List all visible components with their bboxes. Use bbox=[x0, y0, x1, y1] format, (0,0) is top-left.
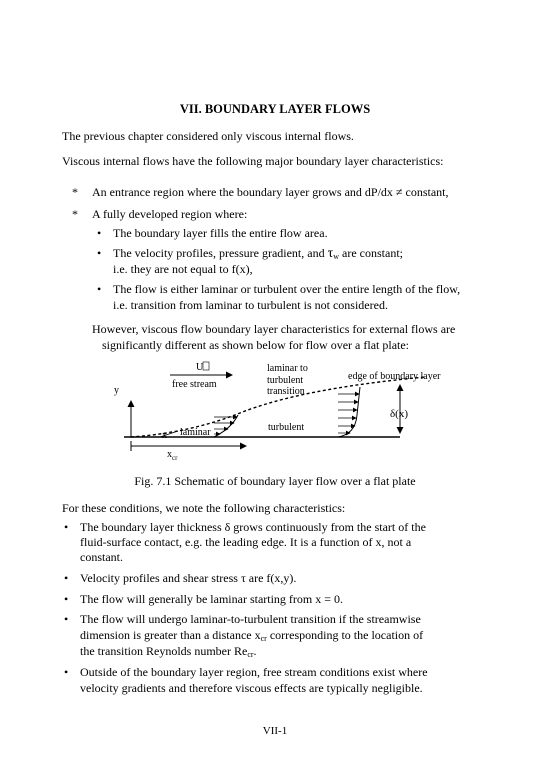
u-label: U bbox=[196, 362, 204, 373]
laminar-to-label: laminar to bbox=[267, 363, 308, 374]
free-stream-label: free stream bbox=[172, 379, 217, 390]
sub-item-laminar-or-turbulent: The flow is either laminar or turbulent over the entire length of the flow, bbox=[113, 282, 461, 296]
internal-char-entrance: An entrance region where the boundary layer grows and dP/dx ≠ constant, bbox=[92, 185, 449, 199]
turbulent-velocity-profile bbox=[338, 387, 360, 437]
turbulent-label-a: turbulent bbox=[267, 375, 304, 386]
char-outside-line-2: velocity gradients and therefore viscous effects are typically negligible. bbox=[80, 681, 423, 695]
sub-item-not-fx: i.e. they are not equal to f(x), bbox=[113, 262, 253, 276]
x-label: x bbox=[162, 430, 167, 441]
bullet-icon: • bbox=[64, 571, 69, 585]
y-axis-label: y bbox=[114, 385, 119, 396]
however-line-1: However, viscous flow boundary layer characteristics for external flows are bbox=[92, 322, 456, 336]
however-line-2: significantly different as shown below for flow over a flat plate: bbox=[102, 338, 410, 352]
turbulent-region-label: turbulent bbox=[268, 422, 305, 433]
char-outside-line-1: Outside of the boundary layer region, free stream conditions exist where bbox=[80, 665, 428, 679]
transition-label: transition bbox=[267, 386, 305, 397]
bullet-icon: • bbox=[97, 246, 102, 260]
char-laminar-start: The flow will generally be laminar starting from x = 0. bbox=[80, 592, 344, 606]
edge-label: edge of boundary layer bbox=[348, 371, 441, 382]
xcr-label: $x_{cr}$ bbox=[167, 449, 178, 462]
sub-item-fills-area: The boundary layer fills the entire flow area. bbox=[113, 226, 328, 240]
bullet-icon: • bbox=[64, 612, 69, 626]
boundary-layer-figure bbox=[0, 355, 550, 465]
char-velocity-shear: Velocity profiles and shear stress τ are f(x,y). bbox=[80, 571, 297, 585]
char-delta-line-2: fluid-surface contact, e.g. the leading edge. It is a function of x, not a bbox=[80, 535, 412, 549]
delta-label: δ(x) bbox=[390, 408, 409, 420]
char-delta-line-3: constant. bbox=[80, 550, 123, 564]
char-transition-line-2: dimension is greater than a distance $x_{cr}$ corresponding to the location of bbox=[80, 628, 424, 643]
bullet-icon: • bbox=[64, 592, 69, 606]
star-marker-2: * bbox=[72, 207, 78, 221]
figure-caption: Fig. 7.1 Schematic of boundary layer flow over a flat plate bbox=[134, 474, 416, 488]
internal-char-fully-developed: A fully developed region where: bbox=[92, 207, 248, 221]
star-marker-1: * bbox=[72, 185, 78, 199]
page-title: VII. BOUNDARY LAYER FLOWS bbox=[179, 102, 371, 116]
intro-line-1: The previous chapter considered only viscous internal flows. bbox=[62, 129, 354, 143]
laminar-region-label: laminar bbox=[180, 427, 211, 438]
conditions-intro: For these conditions, we note the following characteristics: bbox=[62, 501, 346, 515]
intro-line-2: Viscous internal flows have the following major boundary layer characteristics: bbox=[62, 154, 444, 168]
bullet-icon: • bbox=[97, 282, 102, 296]
sub-item-no-transition: i.e. transition from laminar to turbulent is not considered. bbox=[113, 298, 388, 312]
char-transition-line-1: The flow will undergo laminar-to-turbulent transition if the streamwise bbox=[80, 612, 421, 626]
bullet-icon: • bbox=[97, 226, 102, 240]
sub-item-constant-profiles: The velocity profiles, pressure gradient, and $\tau_w$ are constant; bbox=[113, 246, 403, 261]
laminar-velocity-profile bbox=[214, 415, 238, 437]
page-number: VII-1 bbox=[262, 725, 288, 737]
bullet-icon: • bbox=[64, 665, 69, 679]
char-delta-line-1: The boundary layer thickness δ grows continuously from the start of the bbox=[80, 520, 426, 534]
infinity-placeholder-icon bbox=[203, 362, 209, 370]
char-transition-line-3: the transition Reynolds number $Re_{cr}$. bbox=[80, 644, 257, 659]
bullet-icon: • bbox=[64, 520, 69, 534]
